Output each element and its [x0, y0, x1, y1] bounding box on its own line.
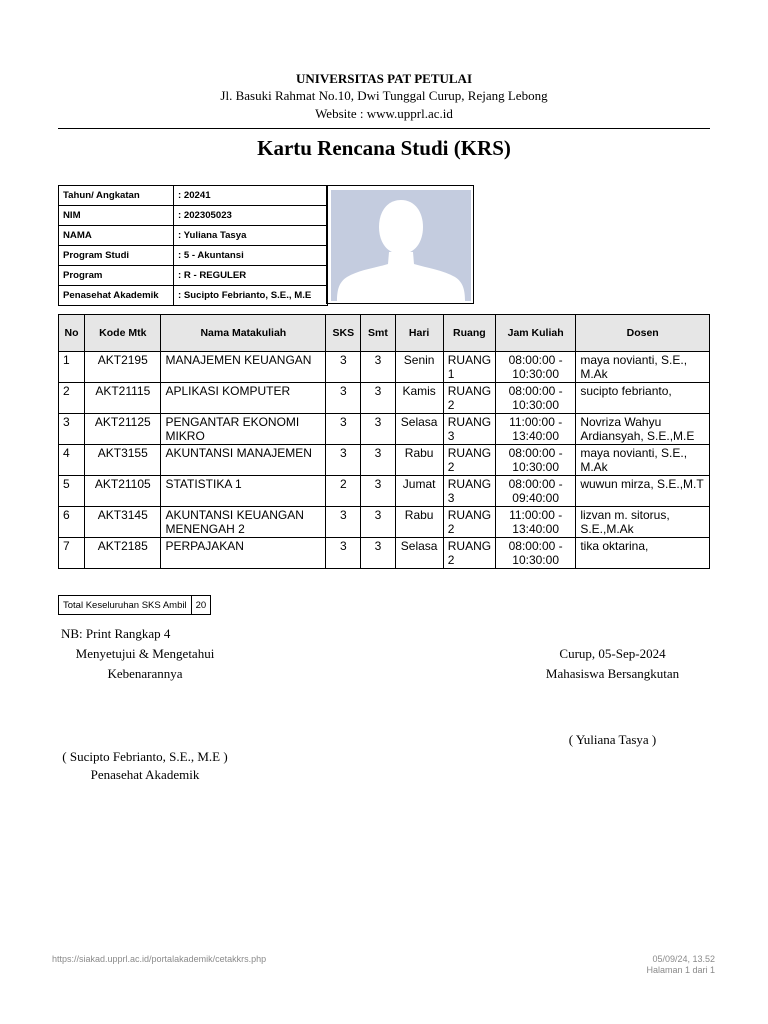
- cell-jam: 08:00:00 - 10:30:00: [495, 445, 575, 476]
- cell-smt: 3: [361, 445, 395, 476]
- cell-ruang: RUANG 2: [443, 383, 495, 414]
- info-value: : 5 - Akuntansi: [174, 246, 328, 266]
- info-row: [59, 246, 328, 266]
- cell-smt: 3: [361, 538, 395, 569]
- col-header-dosen: Dosen: [576, 315, 710, 352]
- cell-nama: AKUNTANSI MANAJEMEN: [161, 445, 326, 476]
- cell-kode: AKT3155: [85, 445, 161, 476]
- cell-no: 1: [59, 352, 85, 383]
- header-divider: [58, 128, 710, 129]
- table-header-row: [59, 315, 710, 352]
- cell-smt: 3: [361, 507, 395, 538]
- cell-nama: STATISTIKA 1: [161, 476, 326, 507]
- cell-sks: 3: [326, 383, 361, 414]
- cell-kode: AKT3145: [85, 507, 161, 538]
- cell-kode: AKT21115: [85, 383, 161, 414]
- col-header-no: No: [59, 315, 85, 352]
- cell-hari: Rabu: [395, 507, 443, 538]
- person-silhouette-icon: [331, 190, 471, 301]
- approval-block: [60, 645, 230, 683]
- info-value: : 20241: [174, 186, 328, 206]
- col-header-nama: Nama Matakuliah: [161, 315, 326, 352]
- info-value: : Sucipto Febrianto, S.E., M.E: [174, 286, 328, 306]
- cell-jam: 08:00:00 - 10:30:00: [495, 538, 575, 569]
- footer-meta: [646, 954, 715, 976]
- student-role: Mahasiswa Bersangkutan: [545, 666, 680, 681]
- cell-nama: APLIKASI KOMPUTER: [161, 383, 326, 414]
- advisor-signature: [60, 748, 230, 784]
- table-row: [59, 383, 710, 414]
- cell-dosen: lizvan m. sitorus, S.E.,M.Ak: [576, 507, 710, 538]
- cell-kode: AKT2195: [85, 352, 161, 383]
- info-label: Program Studi: [59, 246, 174, 266]
- cell-smt: 3: [361, 414, 395, 445]
- cell-ruang: RUANG 1: [443, 352, 495, 383]
- cell-kode: AKT2185: [85, 538, 161, 569]
- cell-hari: Senin: [395, 352, 443, 383]
- cell-no: 5: [59, 476, 85, 507]
- info-row: [59, 206, 328, 226]
- cell-smt: 3: [361, 352, 395, 383]
- cell-jam: 08:00:00 - 10:30:00: [495, 352, 575, 383]
- cell-jam: 11:00:00 - 13:40:00: [495, 414, 575, 445]
- info-row: [59, 286, 328, 306]
- info-row: [59, 266, 328, 286]
- info-label: Program: [59, 266, 174, 286]
- cell-smt: 3: [361, 476, 395, 507]
- cell-nama: PERPAJAKAN: [161, 538, 326, 569]
- cell-nama: PENGANTAR EKONOMI MIKRO: [161, 414, 326, 445]
- cell-hari: Kamis: [395, 383, 443, 414]
- col-header-hari: Hari: [395, 315, 443, 352]
- cell-nama: AKUNTANSI KEUANGAN MENENGAH 2: [161, 507, 326, 538]
- col-header-smt: Smt: [361, 315, 395, 352]
- table-row: [59, 507, 710, 538]
- cell-dosen: maya novianti, S.E., M.Ak: [576, 445, 710, 476]
- university-name: UNIVERSITAS PAT PETULAI: [295, 71, 473, 86]
- cell-sks: 3: [326, 352, 361, 383]
- approval-line2: Kebenarannya: [107, 666, 183, 681]
- cell-sks: 3: [326, 507, 361, 538]
- cell-hari: Selasa: [395, 414, 443, 445]
- cell-no: 3: [59, 414, 85, 445]
- student-photo: [326, 185, 474, 304]
- cell-no: 2: [59, 383, 85, 414]
- col-header-jam: Jam Kuliah: [495, 315, 575, 352]
- cell-sks: 2: [326, 476, 361, 507]
- cell-hari: Selasa: [395, 538, 443, 569]
- col-header-ruang: Ruang: [443, 315, 495, 352]
- student-sign-block: [525, 645, 700, 683]
- cell-sks: 3: [326, 445, 361, 476]
- advisor-role: Penasehat Akademik: [90, 767, 200, 782]
- cell-sks: 3: [326, 538, 361, 569]
- cell-hari: Rabu: [395, 445, 443, 476]
- university-website: Website : www.upprl.ac.id: [315, 106, 453, 121]
- student-signature-name: ( Yuliana Tasya ): [568, 732, 657, 747]
- courses-table: [58, 314, 710, 569]
- cell-ruang: RUANG 3: [443, 476, 495, 507]
- footer-url: https://siakad.upprl.ac.id/portalakademik/cetakkrs.php: [52, 954, 267, 964]
- cell-jam: 08:00:00 - 10:30:00: [495, 383, 575, 414]
- info-label: Penasehat Akademik: [59, 286, 174, 306]
- cell-dosen: tika oktarina,: [576, 538, 710, 569]
- cell-ruang: RUANG 2: [443, 445, 495, 476]
- cell-jam: 08:00:00 - 09:40:00: [495, 476, 575, 507]
- cell-dosen: Novriza Wahyu Ardiansyah, S.E.,M.E: [576, 414, 710, 445]
- cell-no: 6: [59, 507, 85, 538]
- info-label: NAMA: [59, 226, 174, 246]
- info-value: : R - REGULER: [174, 266, 328, 286]
- cell-nama: MANAJEMEN KEUANGAN: [161, 352, 326, 383]
- cell-dosen: wuwun mirza, S.E.,M.T: [576, 476, 710, 507]
- total-sks-table: [58, 595, 211, 615]
- info-row: [59, 186, 328, 206]
- total-sks-value: 20: [191, 596, 211, 615]
- cell-smt: 3: [361, 383, 395, 414]
- letterhead: [0, 70, 768, 123]
- info-row: [59, 226, 328, 246]
- table-row: [59, 476, 710, 507]
- cell-sks: 3: [326, 414, 361, 445]
- info-label: Tahun/ Angkatan: [59, 186, 174, 206]
- col-header-kode: Kode Mtk: [85, 315, 161, 352]
- info-value: : Yuliana Tasya: [174, 226, 328, 246]
- cell-ruang: RUANG 3: [443, 414, 495, 445]
- table-row: [59, 445, 710, 476]
- advisor-name: ( Sucipto Febrianto, S.E., M.E ): [62, 749, 228, 764]
- table-row: [59, 538, 710, 569]
- total-sks-label: Total Keseluruhan SKS Ambil: [59, 596, 192, 615]
- table-row: [59, 414, 710, 445]
- print-note: NB: Print Rangkap 4: [61, 626, 171, 641]
- info-value: : 202305023: [174, 206, 328, 226]
- cell-dosen: sucipto febrianto,: [576, 383, 710, 414]
- footer-page: Halaman 1 dari 1: [646, 965, 715, 975]
- sign-date: Curup, 05-Sep-2024: [559, 646, 666, 661]
- col-header-sks: SKS: [326, 315, 361, 352]
- cell-jam: 11:00:00 - 13:40:00: [495, 507, 575, 538]
- table-row: [59, 352, 710, 383]
- info-label: NIM: [59, 206, 174, 226]
- approval-line1: Menyetujui & Mengetahui: [75, 646, 215, 661]
- cell-no: 4: [59, 445, 85, 476]
- total-row: [59, 596, 211, 615]
- student-info-table: [58, 185, 328, 306]
- cell-no: 7: [59, 538, 85, 569]
- cell-kode: AKT21125: [85, 414, 161, 445]
- cell-dosen: maya novianti, S.E., M.Ak: [576, 352, 710, 383]
- cell-hari: Jumat: [395, 476, 443, 507]
- cell-kode: AKT21105: [85, 476, 161, 507]
- cell-ruang: RUANG 2: [443, 538, 495, 569]
- page-title: Kartu Rencana Studi (KRS): [257, 136, 511, 160]
- footer-datetime: 05/09/24, 13.52: [652, 954, 715, 964]
- cell-ruang: RUANG 2: [443, 507, 495, 538]
- university-address: Jl. Basuki Rahmat No.10, Dwi Tunggal Curup, Rejang Lebong: [220, 88, 548, 103]
